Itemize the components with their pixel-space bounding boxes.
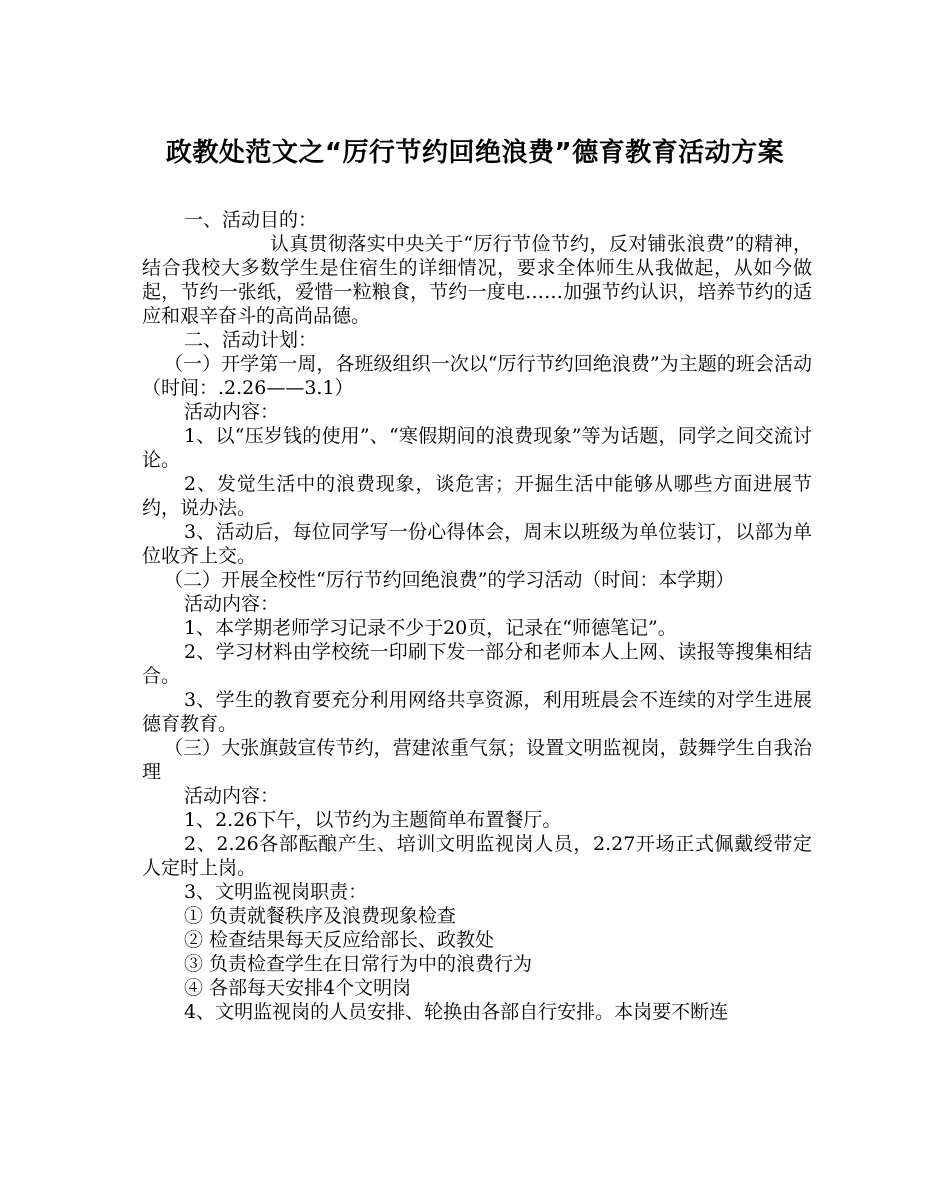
plan-item-two: （二）开展全校性“厉行节约回绝浪费”的学习活动（时间：本学期） bbox=[164, 569, 735, 591]
list-item: 4、文明监视岗的人员安排、轮换由各部自行安排。本岗要不断连 bbox=[184, 1001, 729, 1023]
duty-item: ④ 各部每天安排4个文明岗 bbox=[184, 977, 412, 999]
list-item: 3、文明监视岗职责： bbox=[184, 881, 368, 903]
duty-item: ① 负责就餐秩序及浪费现象检查 bbox=[184, 905, 457, 927]
activity-content-label: 活动内容： bbox=[184, 401, 280, 423]
list-item: 1、2.26下午，以节约为主题简单布置餐厅。 bbox=[184, 809, 562, 831]
list-item: 1、以“压岁钱的使用”、“寒假期间的浪费现象”等为话题，同学之间交流讨论。 bbox=[142, 425, 812, 471]
duty-item: ② 检查结果每天反应给部长、政教处 bbox=[184, 929, 495, 951]
activity-content-label: 活动内容： bbox=[184, 593, 280, 615]
paragraph-purpose: 认真贯彻落实中央关于“厉行节俭节约，反对铺张浪费”的精神，结合我校大多数学生是住宿生的详细情况，要求全体师生从我做起，从如今做起，节约一张纸，爱惜一粒粮食，节约一度电……加强节约认识，培养节约的适应和艰辛奋斗的高尚品德。 bbox=[142, 233, 812, 327]
activity-content-label: 活动内容： bbox=[184, 785, 280, 807]
duty-item: ③ 负责检查学生在日常行为中的浪费行为 bbox=[184, 953, 533, 975]
document-body bbox=[142, 208, 812, 1024]
list-item: 2、发觉生活中的浪费现象，谈危害；开掘生活中能够从哪些方面进展节约，说办法。 bbox=[142, 473, 812, 519]
section-heading-plan: 二、活动计划： bbox=[184, 329, 318, 351]
plan-item-one: （一）开学第一周，各班级组织一次以“厉行节约回绝浪费”为主题的班会活动（时间：.2.26——3.1） bbox=[142, 353, 812, 399]
list-item: 2、学习材料由学校统一印刷下发一部分和老师本人上网、读报等搜集相结合。 bbox=[142, 641, 812, 687]
list-item: 2、2.26各部酝酿产生、培训文明监视岗人员，2.27开场正式佩戴绶带定人定时上岗。 bbox=[142, 833, 812, 879]
document-title: 政教处范文之“厉行节约回绝浪费”德育教育活动方案 bbox=[165, 138, 785, 168]
list-item: 3、活动后，每位同学写一份心得体会，周末以班级为单位装订，以部为单位收齐上交。 bbox=[142, 521, 812, 567]
plan-item-three: （三）大张旗鼓宣传节约，营建浓重气氛；设置文明监视岗，鼓舞学生自我治理 bbox=[142, 737, 812, 783]
list-item: 3、学生的教育要充分利用网络共享资源，利用班晨会不连续的对学生进展德育教育。 bbox=[142, 689, 812, 735]
list-item: 1、本学期老师学习记录不少于20页，记录在“师德笔记”。 bbox=[184, 617, 677, 639]
section-heading-purpose: 一、活动目的： bbox=[184, 209, 318, 231]
